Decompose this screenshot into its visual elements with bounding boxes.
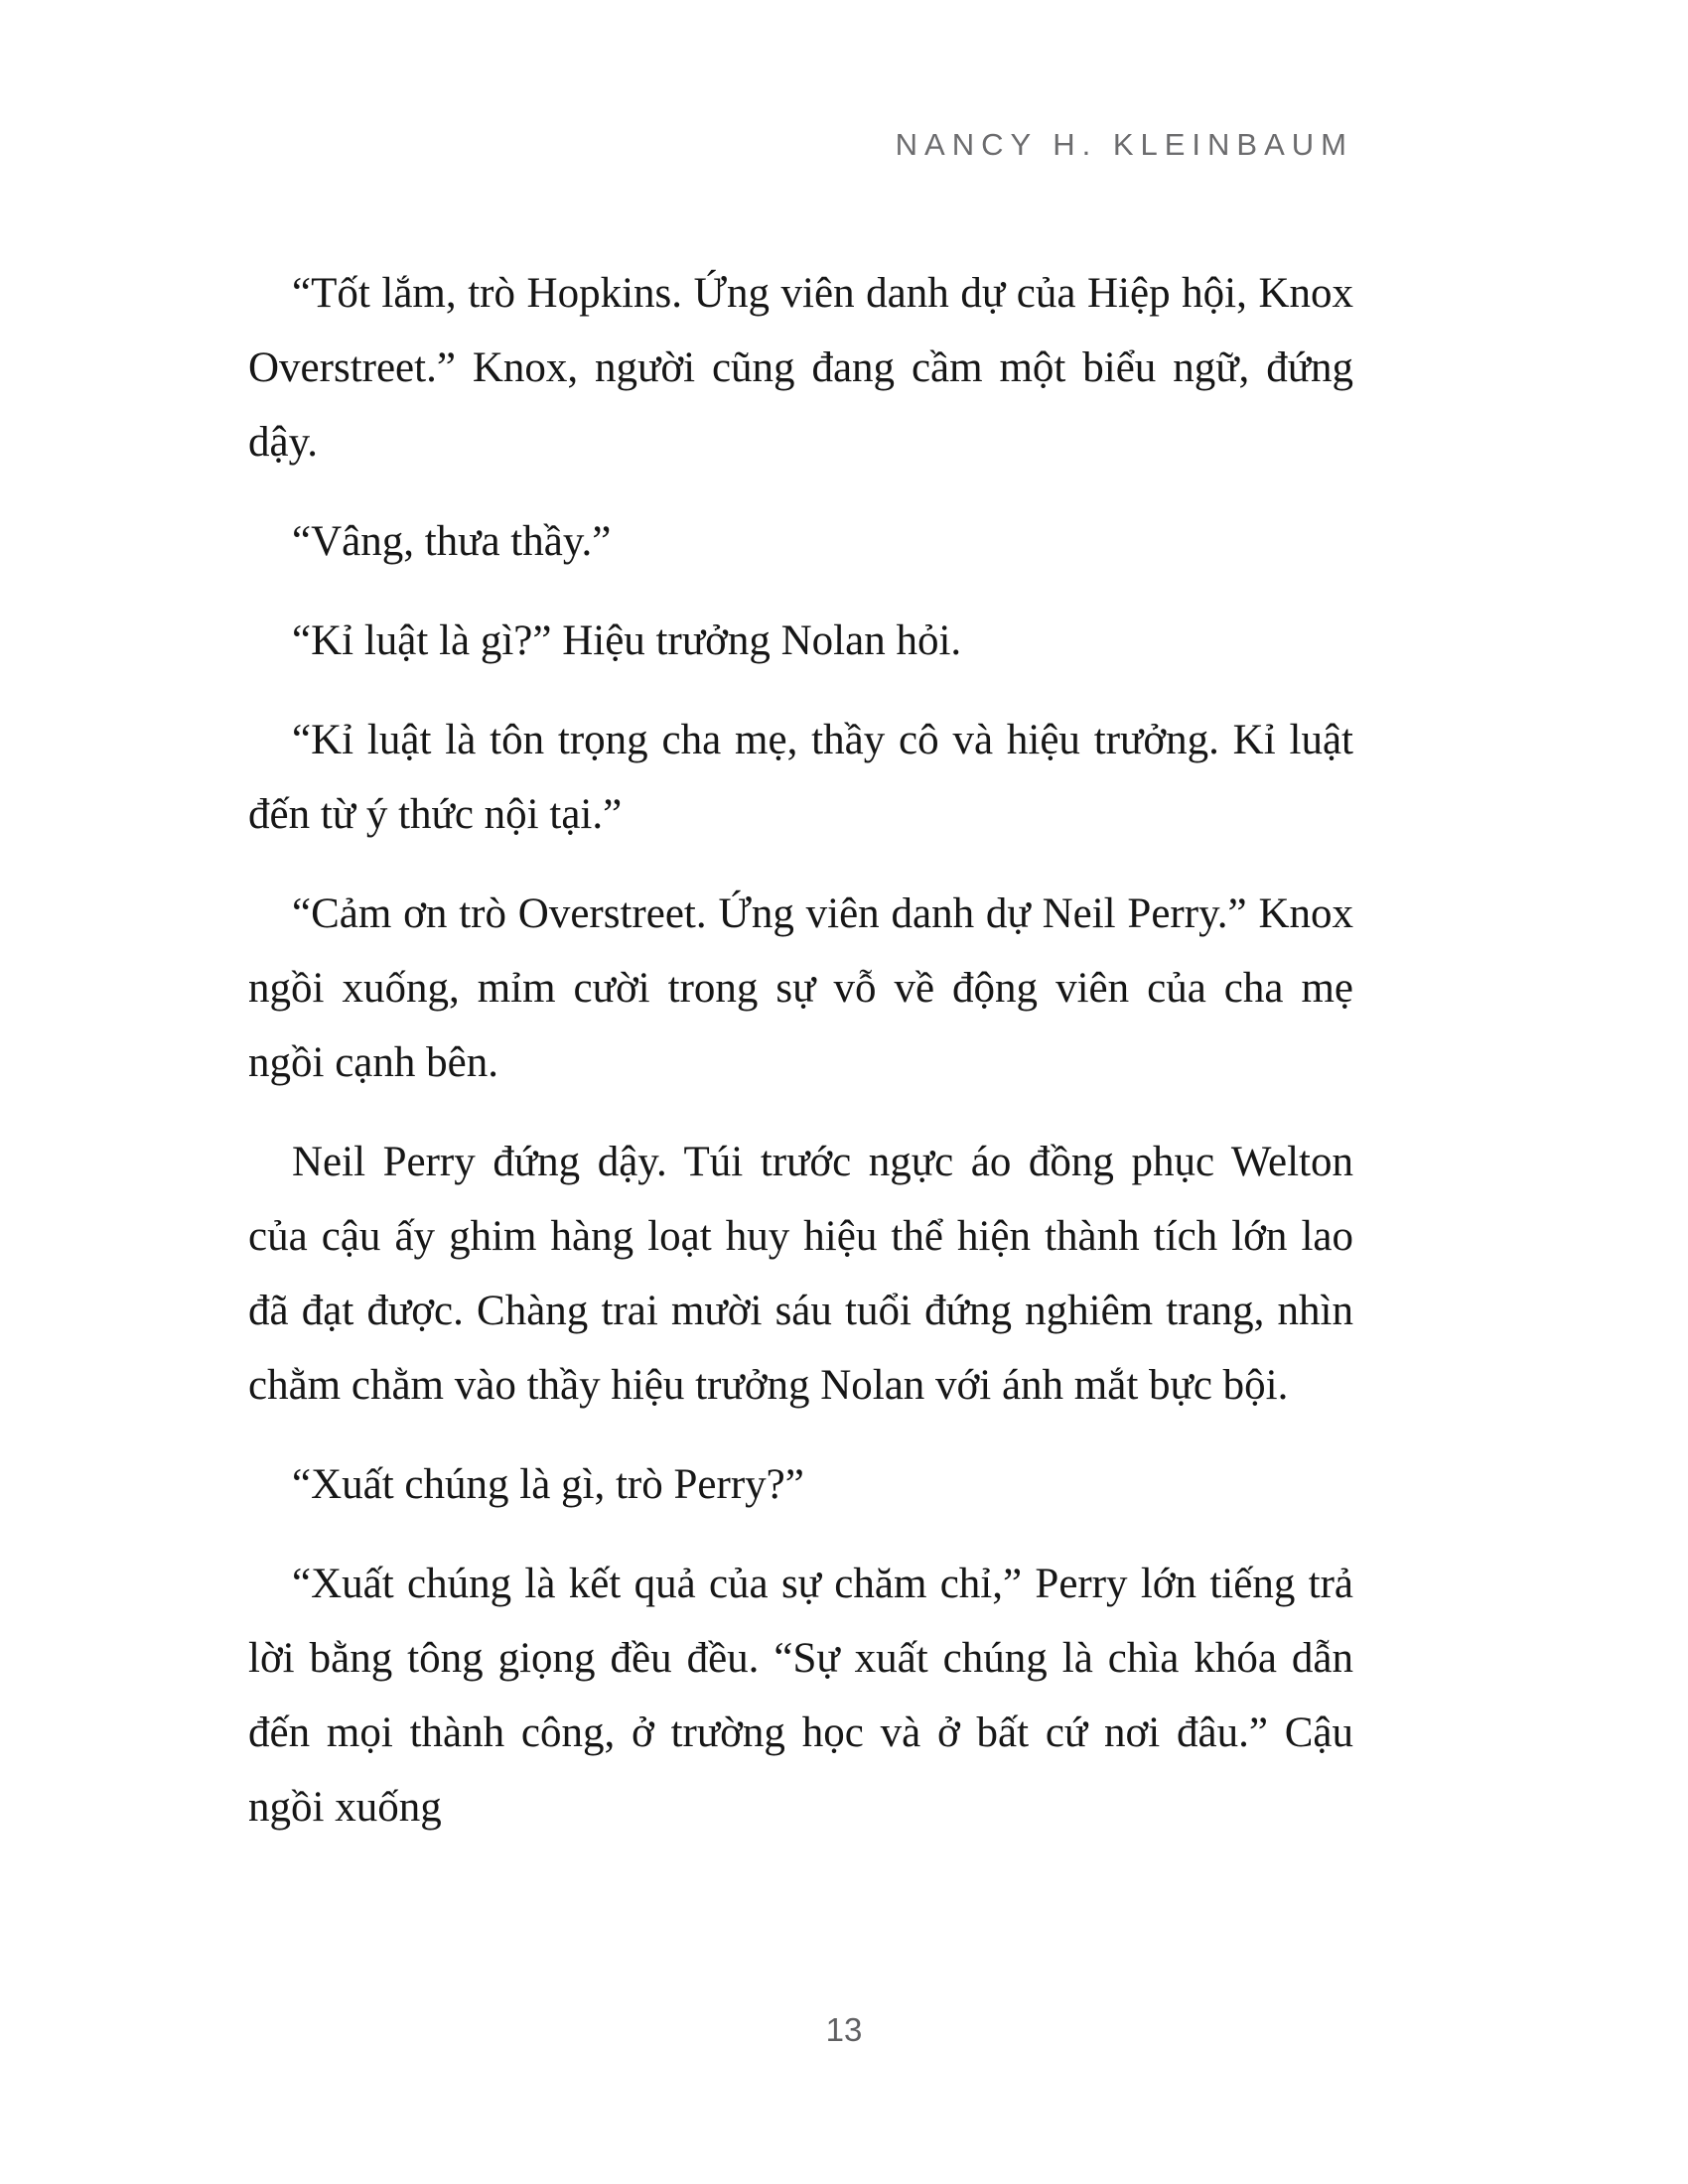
paragraph: “Xuất chúng là gì, trò Perry?” — [292, 1461, 804, 1508]
page-body — [248, 256, 1353, 1844]
paragraph: “Tốt lắm, trò Hopkins. Ứng viên danh dự của Hiệp hội, Knox Overstreet.” Knox, người cũng đang cầm một biểu ngữ, đứng dậy. — [248, 270, 1353, 466]
page-number: 13 — [825, 2011, 863, 2048]
paragraph: “Xuất chúng là kết quả của sự chăm chỉ,” Perry lớn tiếng trả lời bằng tông giọng đều đều. “Sự xuất chúng là chìa khóa dẫn đến mọi thành công, ở trường học và ở bất cứ nơi đâu.” Cậu ngồi xuống — [248, 1561, 1353, 1831]
paragraph: “Vâng, thưa thầy.” — [292, 518, 612, 565]
paragraph: Neil Perry đứng dậy. Túi trước ngực áo đồng phục Welton của cậu ấy ghim hàng loạt huy hiệu thể hiện thành tích lớn lao đã đạt được. Chàng trai mười sáu tuổi đứng nghiêm trang, nhìn chằm chằm vào thầy hiệu trưởng Nolan với ánh mắt bực bội. — [248, 1139, 1353, 1409]
paragraph: “Kỉ luật là gì?” Hiệu trưởng Nolan hỏi. — [292, 617, 962, 664]
paragraph: “Cảm ơn trò Overstreet. Ứng viên danh dự Neil Perry.” Knox ngồi xuống, mỉm cười trong sự vỗ về động viên của cha mẹ ngồi cạnh bên. — [248, 890, 1353, 1086]
paragraph: “Kỉ luật là tôn trọng cha mẹ, thầy cô và hiệu trưởng. Kỉ luật đến từ ý thức nội tại.” — [248, 717, 1353, 838]
running-header-author: NANCY H. KLEINBAUM — [895, 127, 1353, 162]
